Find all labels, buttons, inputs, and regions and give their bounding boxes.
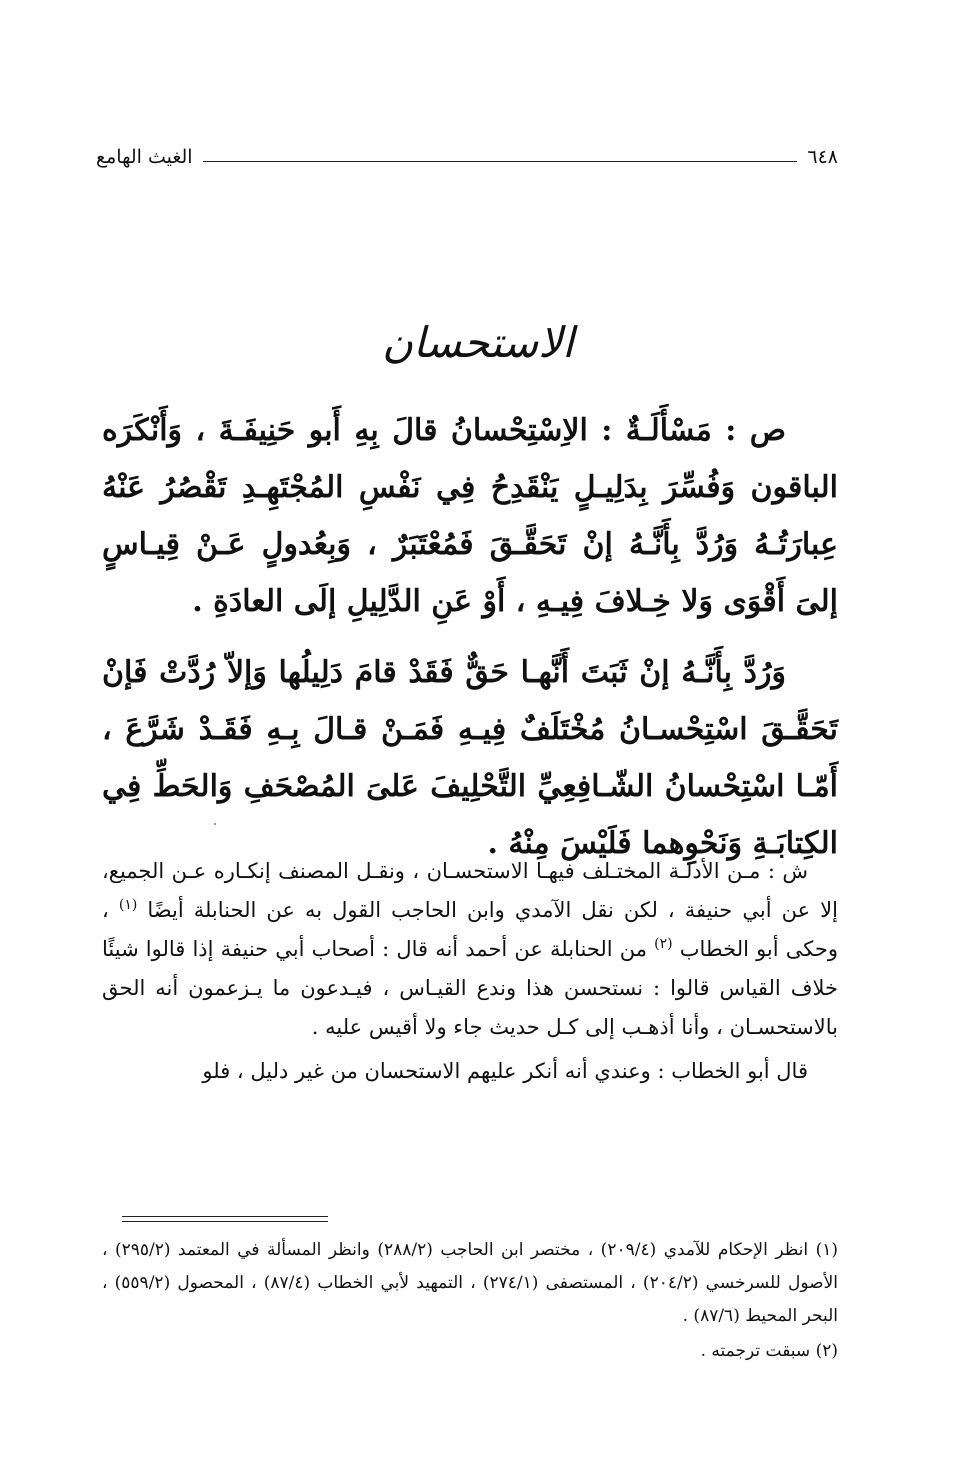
footnote-1: (١) انظر الإحكام للآمدي (٢٠٩/٤) ، مختصر ابن الحاجب (٢٨٨/٢) وانظر المسألة في المعتمد (٢٩٥/٢) ، الأصول للسرخسي (٢٠٤/٢) ، المستصفى (٢٧٤/١) ، التمهيد لأبي الخطاب (٨٧/٤) ، المحصول (٥٥٩/٢) ، البحر المحيط (٨٧/٦) . (102, 1240, 839, 1326)
footnote-2: (٢) سبقت ترجمته . (700, 1341, 838, 1361)
book-title: الغيث الهامع (96, 146, 193, 168)
sharh-text (102, 852, 838, 1091)
sharh-paragraph-1 (102, 852, 838, 1047)
footnote-ref-1: (١) (118, 897, 138, 913)
matn-paragraph-1: ص : مَسْأَلَـةٌ : الاِسْتِحْسانُ قالَ بِهِ أَبو حَنِيفَـةَ ، وَأَنْكَرَه الباقون وَفُسِّرَ بِدَلِيـلٍ يَنْقَدِحُ فِي نَفْسِ المُجْتَهِـدِ تَقْصُرُ عَنْهُ عِبارَتُـهُ وَرُدَّ بِأَنَّـهُ إنْ تَحَقَّـقَ فَمُعْتَبَرٌ ، وَبِعُدولٍ عَـنْ قِيـاسٍ إلىَ أَقْوَى وَلا خِـلافَ فِيـهِ ، أَوْ عَنِ الدَّلِيلِ إلَى العادَةِ . (102, 413, 838, 619)
sharh-paragraph-2: قال أبو الخطاب : وعندي أنه أنكر عليهم الاستحسان من غير دليل ، فلو (202, 1059, 808, 1083)
header-rule (203, 161, 798, 162)
running-header (96, 142, 838, 172)
matn-paragraph-2: وَرُدَّ بِأَنَّـهُ إنْ ثَبَتَ أَنَّهـا حَقٌّ فَقَدْ قامَ دَلِيلُها وَإلاّ رُدَّتْ فَإنْ تَحَقَّـقَ اسْتِحْسـانُ مُخْتَلَفٌ فِيـهِ فَمَـنْ قـالَ بِـهِ فَقَـدْ شَرَّعَ ، أَمّـا اسْتِحْسانُ الشّـافِعِيِّ التَّحْلِيفَ عَلىَ المُصْحَفِ وَالحَطِّ فِي الكِتابَـةِ وَنَحْوِهما فَلَيْسَ مِنْهُ . (102, 655, 838, 861)
sharh-text-segment: من الحنابلة عن أحمد أنه قال : أصحاب أبي حنيفة إذا قالوا شيئًا خلاف القياس قالوا : نستحسن هذا وندع القيـاس ، فيـدعون ما يـزعمون أنه الحق بالاستحسـان ، وأنا أذهـب إلى كـل حديث جاء ولا أقيس عليه . (102, 937, 838, 1039)
chapter-title: الاستحسان (382, 318, 574, 367)
sharh-text-segment: ، وحكى أبو الخطاب (102, 898, 838, 961)
sharh-text-segment: ش : مـن الأدلـة المختـلف فيهـا الاستحسـان ، ونقـل المصنف إنكـاره عـن الجميع، إلا عن أبي حنيفة ، لكن نقل الآمدي وابن الحاجب القول به عن الحنابلة أيضًا (102, 859, 838, 922)
footnotes (102, 1234, 838, 1368)
print-speck (214, 823, 216, 825)
footnote-ref-2: (٢) (654, 936, 673, 952)
matn-text (102, 402, 838, 872)
footnote-separator (122, 1216, 328, 1222)
page-number: ٦٤٨ (807, 146, 838, 168)
